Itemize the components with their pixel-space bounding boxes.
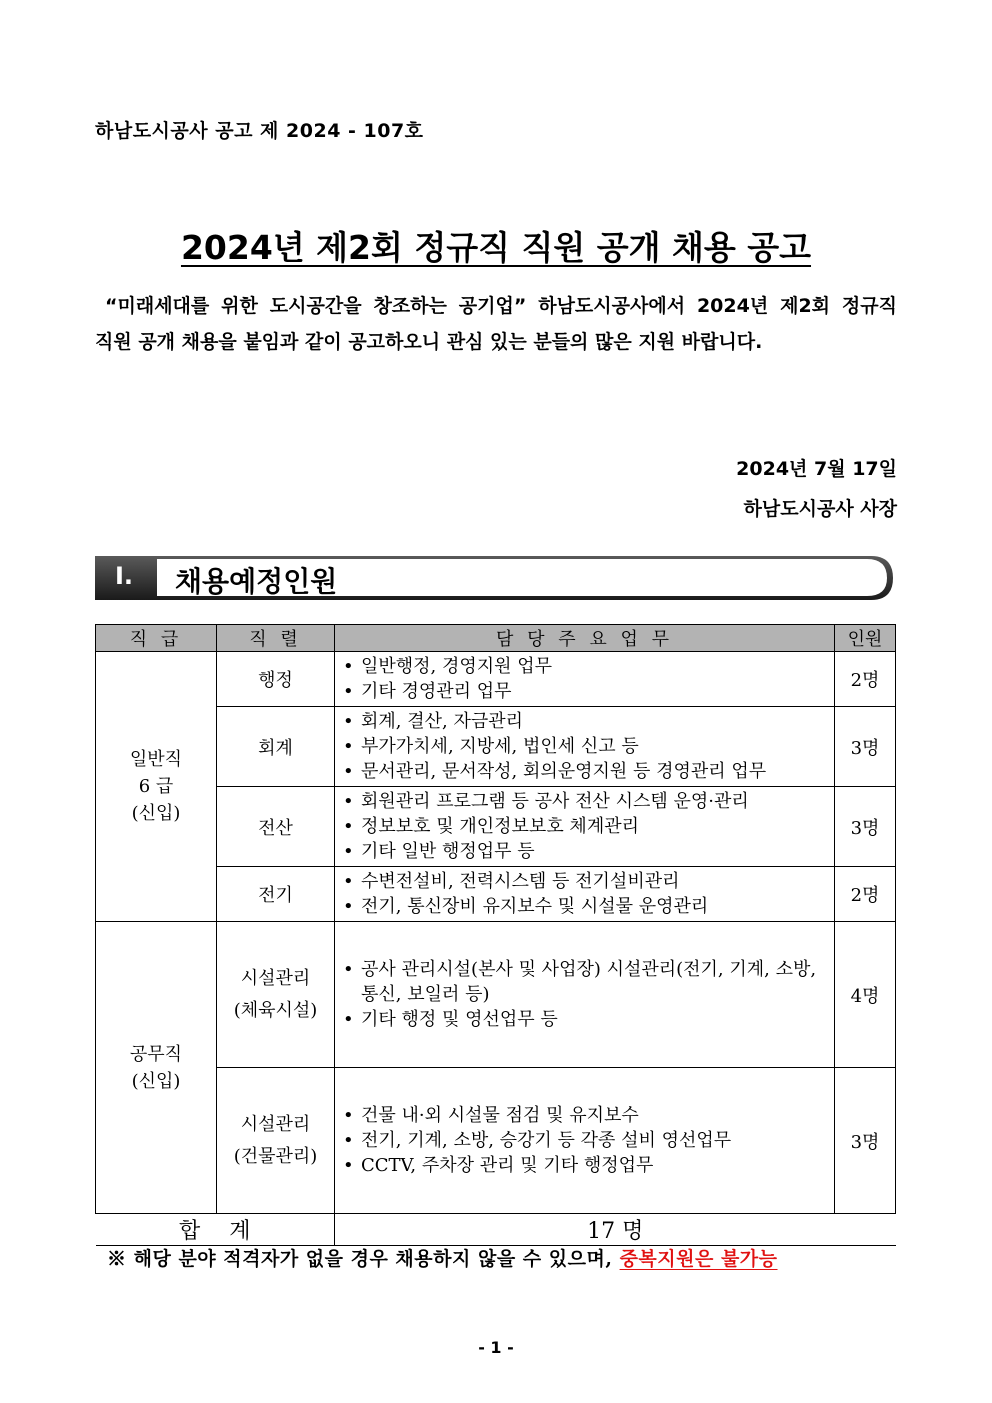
grade-cell: 일반직 6 급 (신입) (96, 652, 217, 922)
footnote-highlight: 중복지원은 불가능 (619, 1248, 778, 1270)
duty-item: • 수변전설비, 전력시스템 등 전기설비관리 (341, 869, 834, 894)
duty-item: • CCTV, 주차장 관리 및 기타 행정업무 (341, 1153, 834, 1178)
count-cell: 2명 (835, 652, 896, 707)
duties-list (335, 1101, 834, 1180)
footnote-text: ※ 해당 분야 적격자가 없을 경우 채용하지 않을 수 있으며, (107, 1248, 620, 1270)
duty-item: • 기타 경영관리 업무 (341, 679, 834, 704)
count-cell: 3명 (835, 1068, 896, 1214)
header-duties: 담 당 주 요 업 무 (335, 625, 835, 652)
duty-item: • 회원관리 프로그램 등 공사 전산 시스템 운영·관리 (341, 789, 834, 814)
total-label: 합 계 (96, 1214, 335, 1246)
page-number: - 1 - (478, 1338, 514, 1357)
duties-cell (335, 922, 835, 1068)
duties-cell (335, 1068, 835, 1214)
count-cell: 4명 (835, 922, 896, 1068)
series-cell: 전산 (217, 787, 335, 867)
count-cell: 2명 (835, 867, 896, 922)
total-row (96, 1214, 896, 1246)
intro-line-1: “미래세대를 위한 도시공간을 창조하는 공기업” 하남도시공사에서 2024년 제2회 정규직 (105, 295, 897, 317)
duties-list (335, 867, 834, 921)
intro-paragraph (95, 288, 897, 360)
signer: 하남도시공사 사장 (743, 498, 897, 520)
series-cell: 전기 (217, 867, 335, 922)
intro-line-2: 직원 공개 채용을 붙임과 같이 공고하오니 관심 있는 분들의 많은 지원 바랍니다. (95, 331, 763, 353)
duties-cell (335, 867, 835, 922)
header-count: 인원 (835, 625, 896, 652)
footnote (107, 1244, 778, 1271)
recruitment-table (95, 624, 896, 1246)
page-title: 2024년 제2회 정규직 직원 공개 채용 공고 (180, 228, 812, 267)
series-cell: 시설관리 (건물관리) (217, 1068, 335, 1214)
duty-item: • 전기, 통신장비 유지보수 및 시설물 운영관리 (341, 894, 834, 919)
duties-cell (335, 707, 835, 787)
duty-item: • 회계, 결산, 자금관리 (341, 709, 834, 734)
duties-list (335, 787, 834, 866)
duties-list (335, 707, 834, 786)
announcement-date: 2024년 7월 17일 (736, 458, 897, 480)
grade-cell: 공무직 (신입) (96, 922, 217, 1214)
duties-cell (335, 652, 835, 707)
duty-item: • 부가가치세, 지방세, 법인세 신고 등 (341, 734, 834, 759)
header-grade: 직 급 (96, 625, 217, 652)
total-value: 17 명 (335, 1214, 896, 1246)
count-cell: 3명 (835, 707, 896, 787)
section-number: Ⅰ. (115, 562, 134, 590)
duty-item: • 전기, 기계, 소방, 승강기 등 각종 설비 영선업무 (341, 1128, 834, 1153)
table-row (96, 922, 896, 1068)
count-cell: 3명 (835, 787, 896, 867)
table-row (96, 652, 896, 707)
section-header (95, 554, 895, 602)
duty-item: • 기타 일반 행정업무 등 (341, 839, 834, 864)
duty-item: • 건물 내·외 시설물 점검 및 유지보수 (341, 1103, 834, 1128)
section-title: 채용예정인원 (175, 565, 338, 598)
series-cell: 행정 (217, 652, 335, 707)
duty-item: • 일반행정, 경영지원 업무 (341, 654, 834, 679)
series-cell: 회계 (217, 707, 335, 787)
duties-list (335, 652, 834, 706)
duty-item: • 문서관리, 문서작성, 회의운영지원 등 경영관리 업무 (341, 759, 834, 784)
duty-item: • 정보보호 및 개인정보보호 체계관리 (341, 814, 834, 839)
notice-number: 하남도시공사 공고 제 2024 - 107호 (95, 120, 424, 142)
duty-item: • 기타 행정 및 영선업무 등 (341, 1007, 834, 1032)
duties-list (335, 955, 834, 1034)
duties-cell (335, 787, 835, 867)
series-cell: 시설관리 (체육시설) (217, 922, 335, 1068)
table-header-row (96, 625, 896, 652)
duty-item: • 공사 관리시설(본사 및 사업장) 시설관리(전기, 기계, 소방, 통신, 보일러 등) (341, 957, 834, 1007)
header-series: 직 렬 (217, 625, 335, 652)
